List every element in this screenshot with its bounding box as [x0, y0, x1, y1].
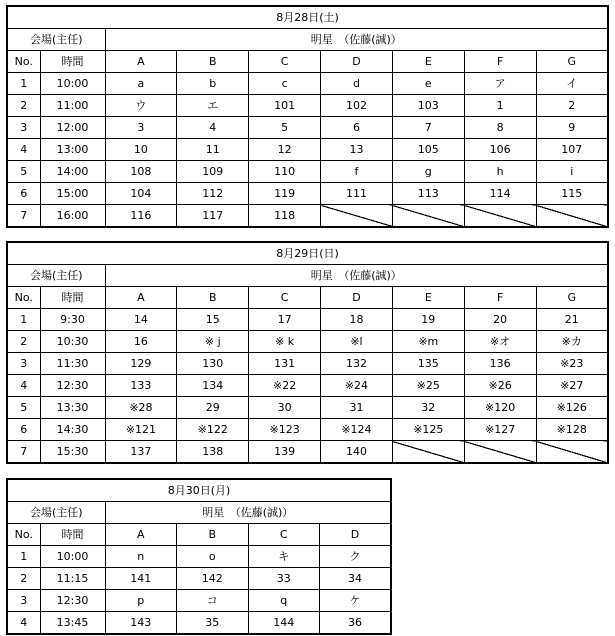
table-row — [7, 590, 391, 612]
row-time: 12:00 — [40, 117, 105, 139]
table-cell: b — [177, 73, 249, 95]
table-cell: i — [536, 161, 608, 183]
venue-header: 会場(主任) — [7, 502, 105, 524]
row-number: 4 — [7, 612, 40, 635]
table-row — [7, 375, 608, 397]
date-title: 8月29日(日) — [7, 242, 608, 265]
table-cell: 14 — [105, 309, 177, 331]
table-row — [7, 419, 608, 441]
table-row — [7, 568, 391, 590]
table-cell: 103 — [392, 95, 464, 117]
table-cell: キ — [248, 546, 320, 568]
table-row — [7, 183, 608, 205]
empty-slot-cell — [321, 205, 393, 228]
table-cell: 111 — [321, 183, 393, 205]
no-header: No. — [7, 51, 40, 73]
table-cell: 105 — [392, 139, 464, 161]
table-cell: ※121 — [105, 419, 177, 441]
table-cell: 137 — [105, 441, 177, 464]
column-header: F — [464, 51, 536, 73]
table-cell: ※m — [392, 331, 464, 353]
table-cell: 18 — [321, 309, 393, 331]
table-cell: 16 — [105, 331, 177, 353]
column-header-row — [7, 51, 608, 73]
empty-slot-cell — [536, 205, 608, 228]
table-cell: 102 — [321, 95, 393, 117]
table-cell: g — [392, 161, 464, 183]
table-cell: ※27 — [536, 375, 608, 397]
table-cell: 17 — [249, 309, 321, 331]
date-title: 8月28日(土) — [7, 6, 608, 29]
table-cell: p — [105, 590, 177, 612]
row-number: 1 — [7, 73, 40, 95]
table-cell: 135 — [392, 353, 464, 375]
table-cell: 6 — [321, 117, 393, 139]
row-number: 6 — [7, 183, 40, 205]
row-time: 16:00 — [40, 205, 105, 228]
table-cell: 118 — [249, 205, 321, 228]
row-number: 4 — [7, 139, 40, 161]
table-cell: ※128 — [536, 419, 608, 441]
column-header: D — [320, 524, 392, 546]
table-cell: ※123 — [249, 419, 321, 441]
column-header: B — [177, 287, 249, 309]
column-header: B — [177, 524, 249, 546]
empty-slot-cell — [536, 441, 608, 464]
table-cell: h — [464, 161, 536, 183]
table-cell: 114 — [464, 183, 536, 205]
table-cell: ※l — [321, 331, 393, 353]
row-number: 3 — [7, 117, 40, 139]
table-cell: ※22 — [249, 375, 321, 397]
column-header: G — [536, 287, 608, 309]
table-row — [7, 139, 608, 161]
table-cell: ※23 — [536, 353, 608, 375]
table-cell: 30 — [249, 397, 321, 419]
column-header: D — [321, 287, 393, 309]
table-row — [7, 612, 391, 635]
column-header: B — [177, 51, 249, 73]
table-cell: o — [177, 546, 249, 568]
table-cell: 110 — [249, 161, 321, 183]
row-number: 2 — [7, 95, 40, 117]
row-time: 11:30 — [40, 353, 105, 375]
column-header: A — [105, 51, 177, 73]
table-cell: q — [248, 590, 320, 612]
row-time: 9:30 — [40, 309, 105, 331]
table-cell: 139 — [249, 441, 321, 464]
table-cell: 34 — [320, 568, 392, 590]
table-cell: 4 — [177, 117, 249, 139]
table-cell: 31 — [321, 397, 393, 419]
table-cell: イ — [536, 73, 608, 95]
venue-header: 会場(主任) — [7, 29, 105, 51]
table-cell: エ — [177, 95, 249, 117]
table-cell: ア — [464, 73, 536, 95]
row-time: 13:45 — [40, 612, 105, 635]
table-cell: ※24 — [321, 375, 393, 397]
table-cell: 108 — [105, 161, 177, 183]
table-cell: ※26 — [464, 375, 536, 397]
row-number: 1 — [7, 309, 40, 331]
title-row — [7, 242, 608, 265]
time-header: 時間 — [40, 51, 105, 73]
column-header: E — [392, 51, 464, 73]
table-cell: 116 — [105, 205, 177, 228]
row-time: 12:30 — [40, 590, 105, 612]
table-cell: 143 — [105, 612, 177, 635]
table-cell: 101 — [249, 95, 321, 117]
schedule-table-aug29 — [6, 241, 609, 464]
table-cell: 107 — [536, 139, 608, 161]
time-header: 時間 — [40, 287, 105, 309]
date-title: 8月30日(月) — [7, 479, 391, 502]
column-header: E — [392, 287, 464, 309]
table-cell: ※122 — [177, 419, 249, 441]
time-header: 時間 — [40, 524, 105, 546]
schedule-table-aug28 — [6, 5, 609, 228]
table-cell: e — [392, 73, 464, 95]
row-time: 15:00 — [40, 183, 105, 205]
table-cell: ※120 — [464, 397, 536, 419]
table-cell: 7 — [392, 117, 464, 139]
table-cell: ケ — [320, 590, 392, 612]
empty-slot-cell — [464, 205, 536, 228]
table-row — [7, 397, 608, 419]
table-cell: 32 — [392, 397, 464, 419]
table-row — [7, 331, 608, 353]
table-cell: 104 — [105, 183, 177, 205]
table-cell: 9 — [536, 117, 608, 139]
venue-row — [7, 29, 608, 51]
column-header-row — [7, 287, 608, 309]
table-cell: 36 — [320, 612, 392, 635]
row-number: 5 — [7, 161, 40, 183]
column-header: D — [321, 51, 393, 73]
venue-name: 明星 （佐藤(誠)） — [105, 265, 608, 287]
table-cell: 3 — [105, 117, 177, 139]
title-row — [7, 6, 608, 29]
table-cell: 144 — [248, 612, 320, 635]
table-row — [7, 117, 608, 139]
table-cell: 138 — [177, 441, 249, 464]
title-row — [7, 479, 391, 502]
table-cell: ※126 — [536, 397, 608, 419]
row-time: 10:00 — [40, 546, 105, 568]
row-number: 2 — [7, 568, 40, 590]
table-cell: 20 — [464, 309, 536, 331]
row-time: 13:00 — [40, 139, 105, 161]
row-time: 13:30 — [40, 397, 105, 419]
table-cell: 35 — [177, 612, 249, 635]
table-cell: 19 — [392, 309, 464, 331]
table-cell: ※28 — [105, 397, 177, 419]
row-number: 7 — [7, 205, 40, 228]
table-cell: 8 — [464, 117, 536, 139]
table-cell: ※124 — [321, 419, 393, 441]
row-time: 11:15 — [40, 568, 105, 590]
table-cell: 112 — [177, 183, 249, 205]
table-cell: 5 — [249, 117, 321, 139]
table-row — [7, 353, 608, 375]
table-cell: 29 — [177, 397, 249, 419]
table-row — [7, 73, 608, 95]
row-time: 14:30 — [40, 419, 105, 441]
row-number: 3 — [7, 353, 40, 375]
table-cell: 109 — [177, 161, 249, 183]
row-time: 11:00 — [40, 95, 105, 117]
table-cell: コ — [177, 590, 249, 612]
table-cell: 129 — [105, 353, 177, 375]
table-cell: 33 — [248, 568, 320, 590]
no-header: No. — [7, 524, 40, 546]
table-cell: n — [105, 546, 177, 568]
no-header: No. — [7, 287, 40, 309]
table-cell: 106 — [464, 139, 536, 161]
table-cell: 1 — [464, 95, 536, 117]
table-row — [7, 205, 608, 228]
table-cell: 15 — [177, 309, 249, 331]
table-cell: 11 — [177, 139, 249, 161]
table-cell: d — [321, 73, 393, 95]
table-cell: 142 — [177, 568, 249, 590]
table-cell: 134 — [177, 375, 249, 397]
table-cell: 133 — [105, 375, 177, 397]
row-time: 15:30 — [40, 441, 105, 464]
table-cell: ク — [320, 546, 392, 568]
empty-slot-cell — [464, 441, 536, 464]
table-cell: 130 — [177, 353, 249, 375]
table-cell: 21 — [536, 309, 608, 331]
table-cell: f — [321, 161, 393, 183]
column-header: F — [464, 287, 536, 309]
venue-row — [7, 265, 608, 287]
row-number: 6 — [7, 419, 40, 441]
table-cell: ※カ — [536, 331, 608, 353]
table-row — [7, 441, 608, 464]
row-number: 3 — [7, 590, 40, 612]
table-cell: 132 — [321, 353, 393, 375]
column-header-row — [7, 524, 391, 546]
table-cell: ※127 — [464, 419, 536, 441]
table-cell: 136 — [464, 353, 536, 375]
venue-name: 明星 （佐藤(誠)） — [105, 29, 608, 51]
table-cell: 117 — [177, 205, 249, 228]
row-number: 4 — [7, 375, 40, 397]
table-row — [7, 546, 391, 568]
table-row — [7, 95, 608, 117]
table-cell: 2 — [536, 95, 608, 117]
empty-slot-cell — [392, 441, 464, 464]
table-cell: 131 — [249, 353, 321, 375]
row-number: 5 — [7, 397, 40, 419]
row-time: 14:00 — [40, 161, 105, 183]
table-cell: ウ — [105, 95, 177, 117]
table-cell: ※25 — [392, 375, 464, 397]
row-number: 1 — [7, 546, 40, 568]
venue-name: 明星 （佐藤(誠)） — [105, 502, 391, 524]
row-number: 7 — [7, 441, 40, 464]
empty-slot-cell — [392, 205, 464, 228]
row-number: 2 — [7, 331, 40, 353]
column-header: G — [536, 51, 608, 73]
schedule-table-aug30 — [6, 478, 392, 635]
table-cell: 10 — [105, 139, 177, 161]
table-cell: ※オ — [464, 331, 536, 353]
table-cell: ※ k — [249, 331, 321, 353]
venue-row — [7, 502, 391, 524]
column-header: A — [105, 287, 177, 309]
table-cell: 119 — [249, 183, 321, 205]
row-time: 10:00 — [40, 73, 105, 95]
table-row — [7, 309, 608, 331]
row-time: 12:30 — [40, 375, 105, 397]
column-header: C — [249, 51, 321, 73]
table-cell: 115 — [536, 183, 608, 205]
table-cell: 13 — [321, 139, 393, 161]
table-cell: a — [105, 73, 177, 95]
table-cell: 12 — [249, 139, 321, 161]
table-cell: 141 — [105, 568, 177, 590]
column-header: C — [249, 287, 321, 309]
venue-header: 会場(主任) — [7, 265, 105, 287]
table-cell: ※ j — [177, 331, 249, 353]
table-cell: ※125 — [392, 419, 464, 441]
table-cell: 113 — [392, 183, 464, 205]
row-time: 10:30 — [40, 331, 105, 353]
column-header: A — [105, 524, 177, 546]
table-cell: c — [249, 73, 321, 95]
table-cell: 140 — [321, 441, 393, 464]
column-header: C — [248, 524, 320, 546]
table-row — [7, 161, 608, 183]
